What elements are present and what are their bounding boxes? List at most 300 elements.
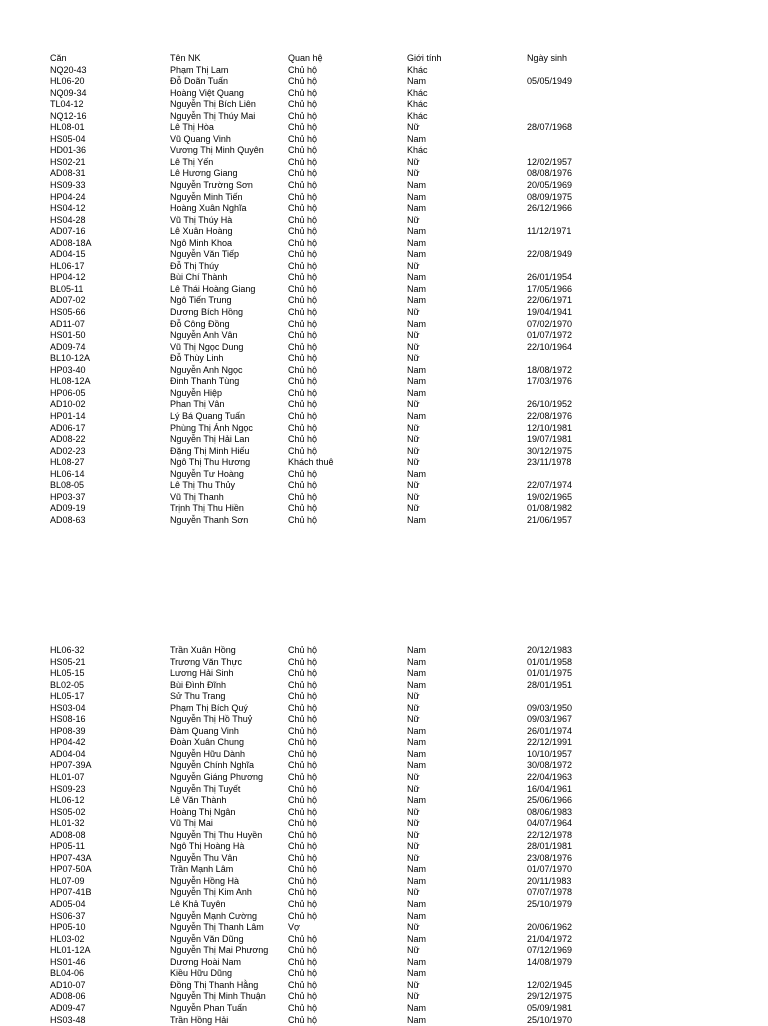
cell-ngay-sinh: 26/01/1954 [527,272,572,284]
cell-ngay-sinh: 07/12/1969 [527,945,572,957]
cell-gioi-tinh: Nữ [407,807,420,819]
cell-gioi-tinh: Nam [407,226,426,238]
cell-ngay-sinh: 30/12/1975 [527,446,572,458]
cell-can: AD08-63 [50,515,86,527]
cell-can: HP07-39A [50,760,92,772]
cell-quan-he: Chủ hộ [288,680,317,692]
cell-quan-he: Chủ hộ [288,168,317,180]
cell-ten-nk: Nguyễn Thị Mai Phương [170,945,268,957]
cell-quan-he: Chủ hộ [288,330,317,342]
cell-can: NQ20-43 [50,65,87,77]
cell-gioi-tinh: Nam [407,726,426,738]
cell-can: HS05-21 [50,657,86,669]
cell-ngay-sinh: 28/01/1981 [527,841,572,853]
cell-ten-nk: Nguyễn Văn Dũng [170,934,244,946]
cell-can: HL08-12A [50,376,91,388]
cell-ten-nk: Dương Bích Hồng [170,307,243,319]
cell-ten-nk: Nguyễn Anh Vân [170,330,238,342]
cell-gioi-tinh: Nữ [407,945,420,957]
cell-ten-nk: Phạm Thị Bích Quý [170,703,248,715]
cell-quan-he: Chủ hộ [288,434,317,446]
cell-ten-nk: Phan Thị Vân [170,399,224,411]
cell-ten-nk: Bùi Đình Đĩnh [170,680,226,692]
cell-quan-he: Chủ hộ [288,203,317,215]
cell-ngay-sinh: 22/08/1949 [527,249,572,261]
cell-gioi-tinh: Nữ [407,784,420,796]
cell-ngay-sinh: 23/08/1976 [527,853,572,865]
cell-can: AD05-04 [50,899,86,911]
cell-can: HS06-37 [50,911,86,923]
cell-can: HS02-21 [50,157,86,169]
cell-can: AD06-17 [50,423,86,435]
cell-gioi-tinh: Nữ [407,991,420,1003]
cell-ngay-sinh: 01/08/1982 [527,503,572,515]
cell-can: NQ09-34 [50,88,87,100]
cell-can: AD07-02 [50,295,86,307]
cell-can: HS04-28 [50,215,86,227]
cell-can: HL06-17 [50,261,85,273]
cell-quan-he: Chủ hộ [288,830,317,842]
cell-gioi-tinh: Nam [407,134,426,146]
cell-can: HL06-12 [50,795,85,807]
cell-ngay-sinh: 26/10/1952 [527,399,572,411]
cell-ngay-sinh: 09/03/1950 [527,703,572,715]
cell-quan-he: Chủ hộ [288,668,317,680]
cell-gioi-tinh: Nữ [407,887,420,899]
header-ten-nk: Tên NK [170,53,201,65]
cell-ngay-sinh: 11/12/1971 [527,226,571,238]
cell-can: BL10-12A [50,353,90,365]
cell-gioi-tinh: Nam [407,76,426,88]
cell-quan-he: Chủ hộ [288,841,317,853]
cell-ngay-sinh: 20/05/1969 [527,180,572,192]
cell-can: HP07-41B [50,887,92,899]
cell-gioi-tinh: Nam [407,749,426,761]
cell-ngay-sinh: 05/05/1949 [527,76,572,88]
cell-quan-he: Chủ hộ [288,503,317,515]
cell-gioi-tinh: Khác [407,145,428,157]
cell-ten-nk: Lê Thị Thu Thủy [170,480,235,492]
cell-quan-he: Chủ hộ [288,423,317,435]
cell-quan-he: Chủ hộ [288,307,317,319]
cell-gioi-tinh: Nữ [407,307,420,319]
cell-gioi-tinh: Nam [407,388,426,400]
cell-gioi-tinh: Khác [407,111,428,123]
cell-gioi-tinh: Nữ [407,818,420,830]
cell-ngay-sinh: 22/10/1964 [527,342,572,354]
cell-can: HL06-20 [50,76,85,88]
cell-ten-nk: Phùng Thị Ánh Ngọc [170,423,253,435]
cell-ngay-sinh: 12/02/1945 [527,980,572,992]
cell-ngay-sinh: 25/10/1979 [527,899,572,911]
cell-ngay-sinh: 19/02/1965 [527,492,572,504]
cell-quan-he: Chủ hộ [288,784,317,796]
cell-gioi-tinh: Nữ [407,446,420,458]
cell-can: AD08-18A [50,238,92,250]
cell-quan-he: Chủ hộ [288,980,317,992]
cell-quan-he: Chủ hộ [288,411,317,423]
cell-ten-nk: Đoàn Xuân Chung [170,737,244,749]
cell-gioi-tinh: Nữ [407,457,420,469]
cell-gioi-tinh: Nam [407,180,426,192]
cell-quan-he: Chủ hộ [288,295,317,307]
cell-ten-nk: Đặng Thị Minh Hiếu [170,446,249,458]
cell-gioi-tinh: Nữ [407,342,420,354]
cell-can: AD04-15 [50,249,86,261]
cell-quan-he: Chủ hộ [288,737,317,749]
cell-can: HS08-16 [50,714,86,726]
cell-gioi-tinh: Nữ [407,215,420,227]
cell-ngay-sinh: 17/05/1966 [527,284,572,296]
cell-ngay-sinh: 01/01/1958 [527,657,572,669]
cell-quan-he: Chủ hộ [288,365,317,377]
cell-gioi-tinh: Nam [407,668,426,680]
cell-ten-nk: Vũ Thị Thanh [170,492,224,504]
cell-gioi-tinh: Nam [407,657,426,669]
cell-can: AD08-22 [50,434,86,446]
cell-quan-he: Chủ hộ [288,795,317,807]
cell-ngay-sinh: 22/06/1971 [527,295,572,307]
cell-can: HS01-50 [50,330,86,342]
cell-can: AD09-74 [50,342,86,354]
cell-quan-he: Chủ hộ [288,111,317,123]
cell-can: AD04-04 [50,749,86,761]
cell-ten-nk: Vũ Quang Vinh [170,134,231,146]
cell-quan-he: Chủ hộ [288,192,317,204]
cell-ngay-sinh: 08/09/1975 [527,192,572,204]
cell-gioi-tinh: Nữ [407,168,420,180]
cell-ten-nk: Trần Xuân Hồng [170,645,236,657]
cell-can: AD08-08 [50,830,86,842]
cell-can: HS01-46 [50,957,86,969]
cell-ten-nk: Nguyễn Minh Tiến [170,192,243,204]
cell-can: TL04-12 [50,99,84,111]
cell-gioi-tinh: Nam [407,272,426,284]
cell-ngay-sinh: 07/02/1970 [527,319,572,331]
cell-ngay-sinh: 05/09/1981 [527,1003,572,1015]
cell-quan-he: Chủ hộ [288,899,317,911]
cell-ten-nk: Nguyễn Thị Hồ Thuỷ [170,714,252,726]
cell-ten-nk: Nguyễn Giáng Phương [170,772,263,784]
cell-ngay-sinh: 08/08/1976 [527,168,572,180]
cell-ngay-sinh: 22/04/1963 [527,772,572,784]
cell-ngay-sinh: 20/12/1983 [527,645,572,657]
cell-ten-nk: Lê Thị Yến [170,157,213,169]
cell-gioi-tinh: Nam [407,760,426,772]
cell-ten-nk: Nguyễn Thị Thu Huyền [170,830,262,842]
cell-gioi-tinh: Nữ [407,830,420,842]
cell-gioi-tinh: Nữ [407,261,420,273]
cell-quan-he: Khách thuê [288,457,334,469]
cell-ten-nk: Vũ Thị Mai [170,818,213,830]
cell-gioi-tinh: Nữ [407,772,420,784]
cell-gioi-tinh: Nữ [407,714,420,726]
header-quan-he: Quan hệ [288,53,323,65]
cell-gioi-tinh: Khác [407,88,428,100]
cell-gioi-tinh: Nam [407,968,426,980]
cell-can: AD02-23 [50,446,86,458]
cell-quan-he: Chủ hộ [288,1015,317,1026]
cell-gioi-tinh: Nữ [407,703,420,715]
cell-ten-nk: Vương Thị Minh Quyên [170,145,264,157]
cell-quan-he: Chủ hộ [288,760,317,772]
cell-can: HL07-09 [50,876,85,888]
cell-quan-he: Chủ hộ [288,911,317,923]
cell-gioi-tinh: Nữ [407,434,420,446]
cell-ten-nk: Lý Bá Quang Tuấn [170,411,245,423]
cell-gioi-tinh: Nam [407,911,426,923]
cell-gioi-tinh: Nữ [407,480,420,492]
cell-gioi-tinh: Nam [407,795,426,807]
cell-ten-nk: Ngô Thị Hoàng Hà [170,841,244,853]
cell-ten-nk: Nguyễn Thị Kim Anh [170,887,252,899]
cell-can: HP07-43A [50,853,92,865]
cell-ten-nk: Đỗ Thị Thúy [170,261,219,273]
cell-ngay-sinh: 08/06/1983 [527,807,572,819]
cell-gioi-tinh: Nữ [407,423,420,435]
cell-ten-nk: Nguyễn Thị Hải Lan [170,434,249,446]
header-gioi-tinh: Giới tính [407,53,441,65]
cell-can: HP04-42 [50,737,86,749]
cell-can: HL06-32 [50,645,85,657]
cell-ten-nk: Hoàng Việt Quang [170,88,244,100]
cell-gioi-tinh: Nam [407,192,426,204]
cell-ngay-sinh: 25/10/1970 [527,1015,572,1026]
cell-can: HL08-27 [50,457,85,469]
cell-quan-he: Chủ hộ [288,249,317,261]
cell-ten-nk: Ngô Tiến Trung [170,295,232,307]
cell-quan-he: Chủ hộ [288,515,317,527]
cell-gioi-tinh: Nữ [407,691,420,703]
cell-ten-nk: Nguyễn Thị Thanh Lâm [170,922,264,934]
cell-ten-nk: Nguyễn Thị Minh Thuận [170,991,266,1003]
cell-can: HS05-66 [50,307,86,319]
cell-can: HP08-39 [50,726,86,738]
cell-can: BL05-11 [50,284,83,296]
cell-can: AD10-02 [50,399,86,411]
cell-gioi-tinh: Nam [407,1015,426,1026]
cell-can: AD11-07 [50,319,85,331]
cell-can: HS05-04 [50,134,86,146]
cell-can: BL04-06 [50,968,84,980]
cell-ten-nk: Phạm Thị Lam [170,65,228,77]
cell-can: HD01-36 [50,145,86,157]
cell-can: HP03-37 [50,492,86,504]
cell-ten-nk: Lê Thị Hòa [170,122,214,134]
cell-ngay-sinh: 22/08/1976 [527,411,572,423]
cell-ngay-sinh: 28/01/1951 [527,680,572,692]
cell-quan-he: Chủ hộ [288,446,317,458]
cell-ten-nk: Nguyễn Thị Bích Liên [170,99,256,111]
cell-quan-he: Chủ hộ [288,376,317,388]
cell-quan-he: Chủ hộ [288,388,317,400]
cell-ten-nk: Lê Văn Thành [170,795,226,807]
cell-ten-nk: Dương Hoài Nam [170,957,241,969]
cell-ten-nk: Lương Hải Sinh [170,668,233,680]
cell-ngay-sinh: 07/07/1978 [527,887,572,899]
cell-ngay-sinh: 01/07/1970 [527,864,572,876]
cell-quan-he: Chủ hộ [288,807,317,819]
cell-quan-he: Chủ hộ [288,714,317,726]
cell-gioi-tinh: Nam [407,238,426,250]
cell-quan-he: Chủ hộ [288,238,317,250]
cell-ten-nk: Đinh Thanh Tùng [170,376,239,388]
cell-ten-nk: Trương Văn Thực [170,657,242,669]
cell-can: HP01-14 [50,411,86,423]
cell-ngay-sinh: 30/08/1972 [527,760,572,772]
header-can: Căn [50,53,67,65]
cell-quan-he: Chủ hộ [288,864,317,876]
cell-gioi-tinh: Nam [407,411,426,423]
cell-quan-he: Chủ hộ [288,319,317,331]
cell-can: HP06-05 [50,388,86,400]
cell-ten-nk: Ngô Thị Thu Hương [170,457,250,469]
cell-quan-he: Chủ hộ [288,703,317,715]
cell-quan-he: Chủ hộ [288,134,317,146]
cell-quan-he: Chủ hộ [288,945,317,957]
cell-gioi-tinh: Khác [407,65,428,77]
cell-gioi-tinh: Nam [407,376,426,388]
cell-gioi-tinh: Nữ [407,492,420,504]
cell-can: HL01-07 [50,772,85,784]
cell-quan-he: Chủ hộ [288,145,317,157]
cell-quan-he: Chủ hộ [288,772,317,784]
cell-quan-he: Chủ hộ [288,215,317,227]
cell-quan-he: Chủ hộ [288,1003,317,1015]
cell-gioi-tinh: Khác [407,99,428,111]
cell-quan-he: Chủ hộ [288,65,317,77]
cell-gioi-tinh: Nữ [407,853,420,865]
cell-quan-he: Chủ hộ [288,399,317,411]
cell-ngay-sinh: 14/08/1979 [527,957,572,969]
cell-quan-he: Chủ hộ [288,657,317,669]
cell-ngay-sinh: 01/07/1972 [527,330,572,342]
cell-ten-nk: Nguyễn Hồng Hà [170,876,239,888]
cell-can: AD09-47 [50,1003,86,1015]
cell-gioi-tinh: Nam [407,876,426,888]
cell-quan-he: Chủ hộ [288,272,317,284]
cell-can: HS03-48 [50,1015,86,1026]
cell-gioi-tinh: Nam [407,249,426,261]
cell-quan-he: Chủ hộ [288,180,317,192]
cell-quan-he: Vợ [288,922,300,934]
cell-ngay-sinh: 12/10/1981 [527,423,572,435]
cell-gioi-tinh: Nữ [407,157,420,169]
cell-ngay-sinh: 04/07/1964 [527,818,572,830]
cell-ten-nk: Nguyễn Tư Hoàng [170,469,244,481]
cell-ngay-sinh: 22/12/1991 [527,737,572,749]
cell-ten-nk: Hoàng Xuân Nghĩa [170,203,247,215]
cell-ten-nk: Nguyễn Hữu Dành [170,749,245,761]
cell-ngay-sinh: 21/04/1972 [527,934,572,946]
cell-can: HP05-11 [50,841,85,853]
cell-gioi-tinh: Nam [407,645,426,657]
cell-ten-nk: Nguyễn Mạnh Cường [170,911,257,923]
cell-quan-he: Chủ hộ [288,818,317,830]
cell-can: BL02-05 [50,680,84,692]
cell-ten-nk: Kiều Hữu Dũng [170,968,232,980]
cell-ten-nk: Đàm Quang Vinh [170,726,239,738]
cell-can: AD10-07 [50,980,86,992]
cell-quan-he: Chủ hộ [288,957,317,969]
cell-ten-nk: Đồng Thị Thanh Hằng [170,980,258,992]
cell-ten-nk: Vũ Thị Thúy Hà [170,215,232,227]
cell-can: HP07-50A [50,864,92,876]
cell-ten-nk: Nguyễn Anh Ngọc [170,365,243,377]
cell-quan-he: Chủ hộ [288,122,317,134]
cell-quan-he: Chủ hộ [288,469,317,481]
cell-gioi-tinh: Nữ [407,122,420,134]
cell-ten-nk: Nguyễn Phan Tuấn [170,1003,247,1015]
cell-quan-he: Chủ hộ [288,968,317,980]
cell-gioi-tinh: Nữ [407,330,420,342]
cell-ngay-sinh: 19/04/1941 [527,307,572,319]
cell-ten-nk: Ngô Minh Khoa [170,238,232,250]
header-ngay-sinh: Ngày sinh [527,53,567,65]
cell-ten-nk: Nguyễn Trường Sơn [170,180,253,192]
cell-gioi-tinh: Nữ [407,841,420,853]
cell-ngay-sinh: 12/02/1957 [527,157,572,169]
cell-ten-nk: Nguyễn Chính Nghĩa [170,760,254,772]
cell-gioi-tinh: Nam [407,319,426,331]
cell-gioi-tinh: Nam [407,737,426,749]
cell-ngay-sinh: 18/08/1972 [527,365,572,377]
cell-quan-he: Chủ hộ [288,853,317,865]
cell-can: HP03-40 [50,365,86,377]
cell-gioi-tinh: Nam [407,680,426,692]
cell-ngay-sinh: 19/07/1981 [527,434,572,446]
cell-quan-he: Chủ hộ [288,480,317,492]
cell-can: HL06-14 [50,469,85,481]
cell-gioi-tinh: Nam [407,957,426,969]
cell-ngay-sinh: 22/12/1978 [527,830,572,842]
cell-ngay-sinh: 09/03/1967 [527,714,572,726]
cell-ten-nk: Nguyễn Thanh Sơn [170,515,248,527]
cell-gioi-tinh: Nữ [407,399,420,411]
cell-can: HP04-24 [50,192,86,204]
cell-can: HP04-12 [50,272,86,284]
cell-can: HS05-02 [50,807,86,819]
cell-ngay-sinh: 21/06/1957 [527,515,572,527]
cell-ngay-sinh: 28/07/1968 [527,122,572,134]
cell-gioi-tinh: Nam [407,899,426,911]
cell-quan-he: Chủ hộ [288,284,317,296]
cell-quan-he: Chủ hộ [288,261,317,273]
cell-ngay-sinh: 25/06/1966 [527,795,572,807]
cell-ngay-sinh: 29/12/1975 [527,991,572,1003]
cell-gioi-tinh: Nam [407,1003,426,1015]
cell-gioi-tinh: Nam [407,864,426,876]
cell-gioi-tinh: Nữ [407,922,420,934]
cell-ten-nk: Hoàng Thị Ngân [170,807,235,819]
cell-quan-he: Chủ hộ [288,726,317,738]
cell-can: HS04-12 [50,203,86,215]
cell-ngay-sinh: 20/11/1983 [527,876,571,888]
cell-ten-nk: Sử Thu Trang [170,691,225,703]
cell-ten-nk: Lê Khả Tuyên [170,899,226,911]
cell-can: AD08-31 [50,168,86,180]
cell-quan-he: Chủ hộ [288,876,317,888]
cell-quan-he: Chủ hộ [288,691,317,703]
cell-can: NQ12-16 [50,111,87,123]
cell-ten-nk: Vũ Thị Ngọc Dung [170,342,243,354]
cell-quan-he: Chủ hộ [288,492,317,504]
cell-quan-he: Chủ hộ [288,99,317,111]
cell-gioi-tinh: Nữ [407,353,420,365]
cell-gioi-tinh: Nam [407,295,426,307]
cell-ten-nk: Trịnh Thị Thu Hiền [170,503,244,515]
cell-ten-nk: Nguyễn Thị Tuyết [170,784,240,796]
